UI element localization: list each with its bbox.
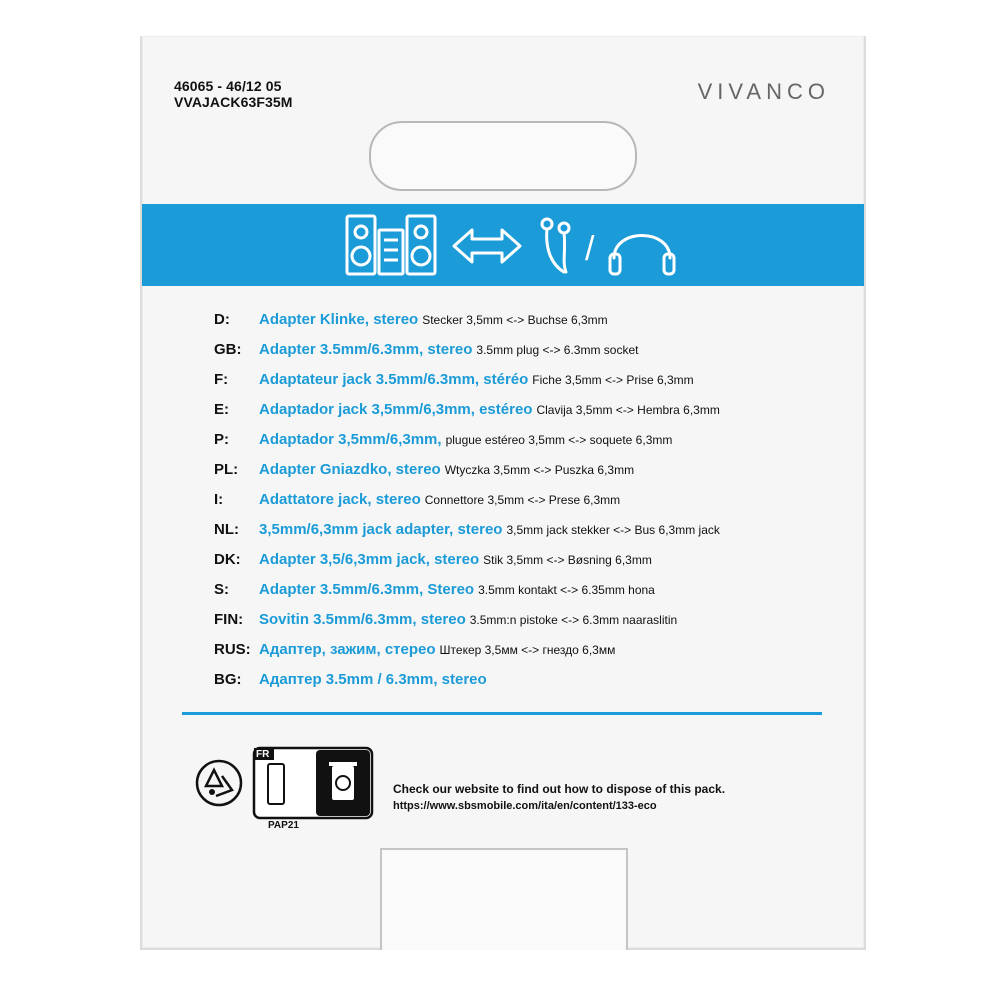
product-description: Штекер 3,5мм <-> гнездо 6,3мм [439, 643, 616, 657]
product-description: 3.5mm plug <-> 6.3mm socket [476, 343, 639, 357]
language-row [214, 335, 720, 365]
product-title: Adapter 3.5mm/6.3mm, stereo [259, 341, 473, 358]
product-title: Адаптер 3.5mm / 6.3mm, stereo [259, 671, 487, 688]
product-description: 3.5mm:n pistoke <-> 6.3mm naaraslitin [469, 613, 678, 627]
product-title: Sovitin 3.5mm/6.3mm, stereo [259, 611, 466, 628]
language-row [214, 515, 720, 545]
language-code: RUS: [214, 641, 251, 658]
language-code: PL: [214, 461, 239, 478]
product-title: Adaptateur jack 3.5mm/6.3mm, stéréo [259, 371, 529, 388]
package-back [140, 36, 866, 950]
double-arrow-icon [454, 230, 520, 262]
product-title: Adaptador jack 3,5mm/6,3mm, estéreo [259, 401, 533, 418]
language-row [214, 365, 720, 395]
language-row [214, 455, 720, 485]
language-row [214, 545, 720, 575]
product-window [380, 848, 628, 950]
language-code: BG: [214, 671, 242, 688]
icon-band [142, 204, 864, 286]
product-description: Clavija 3,5mm <-> Hembra 6,3mm [536, 403, 720, 417]
product-title: Adapter 3.5mm/6.3mm, Stereo [259, 581, 475, 598]
earphones-icon [542, 219, 569, 272]
stereo-system-icon [347, 216, 435, 274]
product-title: Adapter Gniazdko, stereo [259, 461, 441, 478]
dispose-url[interactable]: https://www.sbsmobile.com/ita/en/content/133-eco [393, 800, 657, 812]
product-description: plugue estéreo 3,5mm <-> soquete 6,3mm [445, 433, 673, 447]
product-title: Adapter Klinke, stereo [259, 311, 419, 328]
product-description: Wtyczka 3,5mm <-> Puszka 6,3mm [444, 463, 635, 477]
product-code: VVAJACK63F35M [174, 94, 293, 110]
product-description: Fiche 3,5mm <-> Prise 6,3mm [532, 373, 694, 387]
language-code: GB: [214, 341, 242, 358]
dispose-text: Check our website to find out how to dispose of this pack. [393, 782, 726, 796]
product-description: 3.5mm kontakt <-> 6.35mm hona [478, 583, 655, 597]
article-code: 46065 - 46/12 05 [174, 78, 282, 94]
brand-logo: VIVANCO [697, 79, 830, 104]
product-description: Stecker 3,5mm <-> Buchse 6,3mm [422, 313, 608, 327]
language-list [214, 305, 720, 695]
material-code: PAP21 [268, 820, 299, 831]
packaging-icon [252, 746, 374, 820]
recycling-bin-icon [329, 762, 357, 800]
language-code: DK: [214, 551, 241, 568]
product-title: Адаптер, зажим, стерео [259, 641, 436, 658]
product-title: 3,5mm/6,3mm jack adapter, stereo [259, 521, 503, 538]
language-code: D: [214, 311, 230, 328]
language-row [214, 635, 720, 665]
product-description: Stik 3,5mm <-> Bøsning 6,3mm [483, 553, 652, 567]
language-row [214, 605, 720, 635]
language-code: NL: [214, 521, 239, 538]
language-row [214, 395, 720, 425]
product-title: Adapter 3,5/6,3mm jack, stereo [259, 551, 480, 568]
language-code: F: [214, 371, 229, 388]
product-description: 3,5mm jack stekker <-> Bus 6,3mm jack [506, 523, 720, 537]
language-code: I: [214, 491, 224, 508]
fr-label: FR [256, 749, 270, 760]
language-code: FIN: [214, 611, 244, 628]
triman-icon [192, 756, 246, 810]
language-row [214, 665, 720, 695]
product-description: Connettore 3,5mm <-> Prese 6,3mm [424, 493, 621, 507]
language-code: S: [214, 581, 229, 598]
language-code: E: [214, 401, 229, 418]
language-row [214, 485, 720, 515]
icon-separator: / [585, 230, 595, 268]
product-title: Adaptador 3,5mm/6,3mm, [259, 431, 442, 448]
language-code: P: [214, 431, 229, 448]
language-row [214, 425, 720, 455]
product-title: Adattatore jack, stereo [259, 491, 421, 508]
hang-hole [369, 121, 637, 191]
language-row [214, 575, 720, 605]
blue-divider [182, 712, 822, 715]
language-row [214, 305, 720, 335]
headphones-icon [610, 236, 674, 275]
